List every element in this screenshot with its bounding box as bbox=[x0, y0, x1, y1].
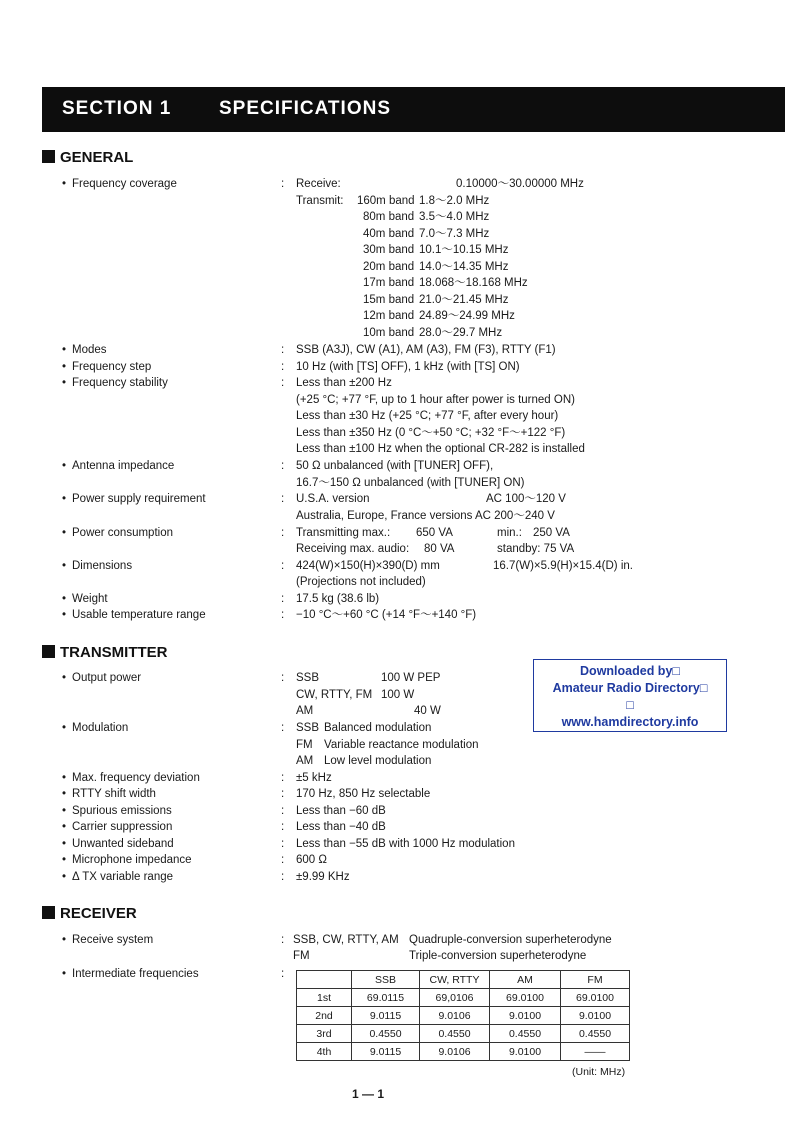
spurious-label: Spurious emissions bbox=[72, 805, 172, 817]
frequency-stability-label: Frequency stability bbox=[72, 377, 168, 389]
modulation-mode: SSB bbox=[296, 722, 320, 734]
rtty-shift-row: • RTTY shift width : 170 Hz, 850 Hz selectable bbox=[62, 788, 431, 800]
transmitter-heading: TRANSMITTER bbox=[42, 644, 168, 661]
antenna-impedance-label: Antenna impedance bbox=[72, 460, 175, 472]
max-deviation-label: Max. frequency deviation bbox=[72, 772, 200, 784]
band-row bbox=[0, 242, 797, 258]
band-range: 18.068～18.168 MHz bbox=[419, 277, 528, 289]
temperature-value: −10 °C～+60 °C (+14 °F～+140 °F) bbox=[296, 609, 477, 621]
band-name: 15m band bbox=[363, 294, 415, 306]
stability-line-row bbox=[0, 392, 797, 408]
sideband-label: Unwanted sideband bbox=[72, 838, 174, 850]
modulation-type: Variable reactance modulation bbox=[324, 739, 479, 751]
table-cell: 1st bbox=[297, 989, 352, 1007]
spurious-row: • Spurious emissions : Less than −60 dB bbox=[62, 805, 386, 817]
modulation-mode: AM bbox=[296, 755, 314, 767]
receiver-heading: RECEIVER bbox=[42, 905, 137, 922]
dtx-range-value: ±9.99 KHz bbox=[296, 871, 350, 883]
table-row bbox=[297, 1025, 630, 1043]
modulation-label: Modulation bbox=[72, 722, 129, 734]
modulation-row: • Modulation : SSB Balanced modulation bbox=[62, 722, 432, 734]
sideband-value: Less than −55 dB with 1000 Hz modulation bbox=[296, 838, 515, 850]
power-supply-label: Power supply requirement bbox=[72, 493, 206, 505]
usa-version-value: AC 100～120 V bbox=[486, 493, 566, 505]
page-number: 1 — 1 bbox=[352, 1087, 385, 1101]
table-header-cell: AM bbox=[490, 971, 561, 989]
band-name: 30m band bbox=[363, 244, 415, 256]
modulation-line-row bbox=[0, 753, 797, 769]
section-title: SPECIFICATIONS bbox=[219, 98, 391, 119]
usa-version-label: U.S.A. version bbox=[296, 493, 370, 505]
band-name: 80m band bbox=[363, 211, 415, 223]
dimensions-imperial: 16.7(W)×5.9(H)×15.4(D) in. bbox=[493, 560, 633, 572]
temperature-label: Usable temperature range bbox=[72, 609, 206, 621]
band-row bbox=[0, 325, 797, 341]
output-value: 40 W bbox=[414, 705, 441, 717]
mic-impedance-label: Microphone impedance bbox=[72, 854, 192, 866]
antenna-impedance-row: • Antenna impedance : 50 Ω unbalanced (with [TUNER] OFF), bbox=[62, 460, 494, 472]
band-name: 17m band bbox=[363, 277, 415, 289]
stability-line: Less than ±100 Hz when the optional CR-282 is installed bbox=[296, 443, 585, 455]
receive-value: 0.10000～30.00000 MHz bbox=[456, 178, 584, 190]
tx-value: 650 VA bbox=[416, 527, 453, 539]
if-label: Intermediate frequencies bbox=[72, 968, 199, 980]
carrier-row: • Carrier suppression : Less than −40 dB bbox=[62, 821, 386, 833]
band-name: 20m band bbox=[363, 261, 415, 273]
band-range: 14.0～14.35 MHz bbox=[419, 261, 509, 273]
transmit-label: Transmit: bbox=[296, 195, 344, 207]
stability-line: Less than ±200 Hz bbox=[296, 377, 392, 389]
table-cell: 0.4550 bbox=[352, 1025, 420, 1043]
if-table bbox=[296, 970, 630, 1061]
output-power-label: Output power bbox=[72, 672, 142, 684]
table-cell: 69.0100 bbox=[561, 989, 630, 1007]
band-range: 1.8～2.0 MHz bbox=[419, 195, 490, 207]
table-cell: 4th bbox=[297, 1043, 352, 1061]
dimensions-note-row bbox=[0, 574, 797, 590]
band-range: 10.1～10.15 MHz bbox=[419, 244, 509, 256]
if-row: • Intermediate frequencies : bbox=[62, 968, 285, 980]
frequency-coverage-label: Frequency coverage bbox=[72, 178, 177, 190]
sideband-row: • Unwanted sideband : Less than −55 dB with 1000 Hz modulation bbox=[62, 838, 515, 850]
general-heading: GENERAL bbox=[42, 149, 133, 166]
output-mode: SSB bbox=[296, 672, 320, 684]
table-cell: 9.0106 bbox=[420, 1043, 490, 1061]
table-header-cell: CW, RTTY bbox=[420, 971, 490, 989]
table-cell: 0.4550 bbox=[490, 1025, 561, 1043]
antenna-line-row bbox=[0, 475, 797, 491]
power-supply-line-row bbox=[0, 508, 797, 524]
table-cell: 9.0100 bbox=[490, 1043, 561, 1061]
output-mode: CW, RTTY, FM bbox=[296, 689, 373, 701]
min-label: min.: bbox=[497, 527, 522, 539]
band-row bbox=[0, 209, 797, 225]
output-mode: AM bbox=[296, 705, 314, 717]
mic-impedance-value: 600 Ω bbox=[296, 854, 327, 866]
intl-version: Australia, Europe, France versions AC 200～240 V bbox=[296, 510, 555, 522]
stability-line-row bbox=[0, 425, 797, 441]
download-url: www.hamdirectory.info bbox=[561, 715, 699, 729]
power-supply-row: • Power supply requirement : U.S.A. version AC 100～120 V bbox=[62, 493, 566, 505]
max-deviation-value: ±5 kHz bbox=[296, 772, 332, 784]
table-cell: 9.0100 bbox=[490, 1007, 561, 1025]
receive-system-mode: FM bbox=[293, 950, 310, 962]
receive-system-line-row bbox=[0, 948, 797, 964]
output-value: 100 W PEP bbox=[381, 672, 441, 684]
band-range: 7.0～7.3 MHz bbox=[419, 228, 490, 240]
power-consumption-row: • Power consumption : Transmitting max.: 650 VA min.: 250 VA bbox=[62, 527, 570, 539]
unit-note: (Unit: MHz) bbox=[572, 1066, 626, 1078]
dtx-range-label: Δ TX variable range bbox=[72, 871, 174, 883]
receive-system-label: Receive system bbox=[72, 934, 154, 946]
power-consumption-label: Power consumption bbox=[72, 527, 173, 539]
modulation-mode: FM bbox=[296, 739, 313, 751]
weight-row: • Weight : 17.5 kg (38.6 lb) bbox=[62, 593, 380, 605]
output-value: 100 W bbox=[381, 689, 415, 701]
heading-square-icon bbox=[42, 645, 55, 658]
table-cell: 2nd bbox=[297, 1007, 352, 1025]
download-watermark-box bbox=[533, 659, 727, 732]
dimensions-row: • Dimensions : 424(W)×150(H)×390(D) mm 16.7(W)×5.9(H)×15.4(D) in. bbox=[62, 560, 633, 572]
modulation-type: Low level modulation bbox=[324, 755, 432, 767]
table-header-cell bbox=[297, 971, 352, 989]
carrier-value: Less than −40 dB bbox=[296, 821, 386, 833]
frequency-step-label: Frequency step bbox=[72, 361, 152, 373]
rtty-shift-label: RTTY shift width bbox=[72, 788, 156, 800]
receive-system-type: Triple-conversion superheterodyne bbox=[409, 950, 587, 962]
mic-impedance-row: • Microphone impedance : 600 Ω bbox=[62, 854, 327, 866]
rtty-shift-value: 170 Hz, 850 Hz selectable bbox=[296, 788, 431, 800]
tx-label: Transmitting max.: bbox=[296, 527, 391, 539]
rx-value: 80 VA bbox=[424, 543, 455, 555]
rx-label: Receiving max. audio: bbox=[296, 543, 410, 555]
max-deviation-row: • Max. frequency deviation : ±5 kHz bbox=[62, 772, 332, 784]
receive-label: Receive: bbox=[296, 178, 341, 190]
download-line: Amateur Radio Directory□ bbox=[552, 681, 708, 695]
table-header-cell: SSB bbox=[352, 971, 420, 989]
table-cell: 69,0106 bbox=[420, 989, 490, 1007]
band-row bbox=[0, 226, 797, 242]
temperature-row: • Usable temperature range : −10 °C～+60 °C (+14 °F～+140 °F) bbox=[62, 609, 477, 621]
stability-line: Less than ±30 Hz (+25 °C; +77 °F, after every hour) bbox=[296, 410, 559, 422]
modulation-type: Balanced modulation bbox=[324, 722, 432, 734]
table-cell: —— bbox=[561, 1043, 630, 1061]
band-name: 10m band bbox=[363, 327, 415, 339]
modes-row: • Modes : SSB (A3J), CW (A1), AM (A3), FM (F3), RTTY (F1) bbox=[62, 344, 556, 356]
band-name: 12m band bbox=[363, 310, 415, 322]
dtx-range-row: • Δ TX variable range : ±9.99 KHz bbox=[62, 871, 350, 883]
receive-system-row: • Receive system : SSB, CW, RTTY, AM Quadruple-conversion superheterodyne bbox=[62, 934, 612, 946]
table-cell: 0.4550 bbox=[561, 1025, 630, 1043]
heading-square-icon bbox=[42, 150, 55, 163]
band-range: 28.0～29.7 MHz bbox=[419, 327, 503, 339]
table-cell: 69.0100 bbox=[490, 989, 561, 1007]
band-row bbox=[0, 193, 797, 209]
dimensions-metric: 424(W)×150(H)×390(D) mm bbox=[296, 560, 440, 572]
stability-line-row bbox=[0, 408, 797, 424]
stability-line-row bbox=[0, 441, 797, 457]
receive-system-type: Quadruple-conversion superheterodyne bbox=[409, 934, 612, 946]
dimensions-note: (Projections not included) bbox=[296, 576, 426, 588]
modulation-line-row bbox=[0, 737, 797, 753]
table-header-row bbox=[297, 971, 630, 989]
table-header-cell: FM bbox=[561, 971, 630, 989]
band-name: 40m band bbox=[363, 228, 415, 240]
band-row bbox=[0, 259, 797, 275]
table-row bbox=[297, 1043, 630, 1061]
min-value: 250 VA bbox=[533, 527, 570, 539]
spurious-value: Less than −60 dB bbox=[296, 805, 386, 817]
section-number: SECTION 1 bbox=[62, 98, 172, 119]
carrier-label: Carrier suppression bbox=[72, 821, 173, 833]
modes-value: SSB (A3J), CW (A1), AM (A3), FM (F3), RTTY (F1) bbox=[296, 344, 556, 356]
table-cell: 9.0115 bbox=[352, 1007, 420, 1025]
band-row bbox=[0, 308, 797, 324]
table-row bbox=[297, 989, 630, 1007]
weight-value: 17.5 kg (38.6 lb) bbox=[296, 593, 380, 605]
antenna-line: 16.7～150 Ω unbalanced (with [TUNER] ON) bbox=[296, 477, 525, 489]
band-row bbox=[0, 292, 797, 308]
table-cell: 9.0106 bbox=[420, 1007, 490, 1025]
table-cell: 9.0115 bbox=[352, 1043, 420, 1061]
antenna-line: 50 Ω unbalanced (with [TUNER] OFF), bbox=[296, 460, 494, 472]
band-range: 24.89～24.99 MHz bbox=[419, 310, 515, 322]
power-consumption-line-row bbox=[0, 541, 797, 557]
stability-line: (+25 °C; +77 °F, up to 1 hour after power is turned ON) bbox=[296, 394, 575, 406]
modes-label: Modes bbox=[72, 344, 107, 356]
frequency-step-row: • Frequency step : 10 Hz (with [TS] OFF), 1 kHz (with [TS] ON) bbox=[62, 361, 520, 373]
download-line: □ bbox=[626, 698, 634, 712]
stability-line: Less than ±350 Hz (0 °C～+50 °C; +32 °F～+122 °F) bbox=[296, 427, 566, 439]
weight-label: Weight bbox=[72, 593, 108, 605]
table-cell: 9.0100 bbox=[561, 1007, 630, 1025]
table-cell: 3rd bbox=[297, 1025, 352, 1043]
table-cell: 0.4550 bbox=[420, 1025, 490, 1043]
dimensions-label: Dimensions bbox=[72, 560, 133, 572]
table-row bbox=[297, 1007, 630, 1025]
download-line: Downloaded by□ bbox=[580, 664, 680, 678]
band-name: 160m band bbox=[357, 195, 415, 207]
frequency-stability-row: • Frequency stability : Less than ±200 Hz bbox=[62, 377, 392, 389]
band-row bbox=[0, 275, 797, 291]
frequency-coverage-row: • Frequency coverage : Receive: 0.10000～30.00000 MHz bbox=[62, 178, 584, 190]
table-cell: 69.0115 bbox=[352, 989, 420, 1007]
heading-square-icon bbox=[42, 906, 55, 919]
output-power-row: • Output power : SSB 100 W PEP bbox=[62, 672, 441, 684]
band-range: 3.5～4.0 MHz bbox=[419, 211, 490, 223]
receive-system-mode: SSB, CW, RTTY, AM bbox=[293, 934, 399, 946]
standby-value: standby: 75 VA bbox=[497, 543, 575, 555]
band-range: 21.0～21.45 MHz bbox=[419, 294, 509, 306]
section-banner bbox=[42, 87, 785, 132]
frequency-step-value: 10 Hz (with [TS] OFF), 1 kHz (with [TS] ON) bbox=[296, 361, 520, 373]
